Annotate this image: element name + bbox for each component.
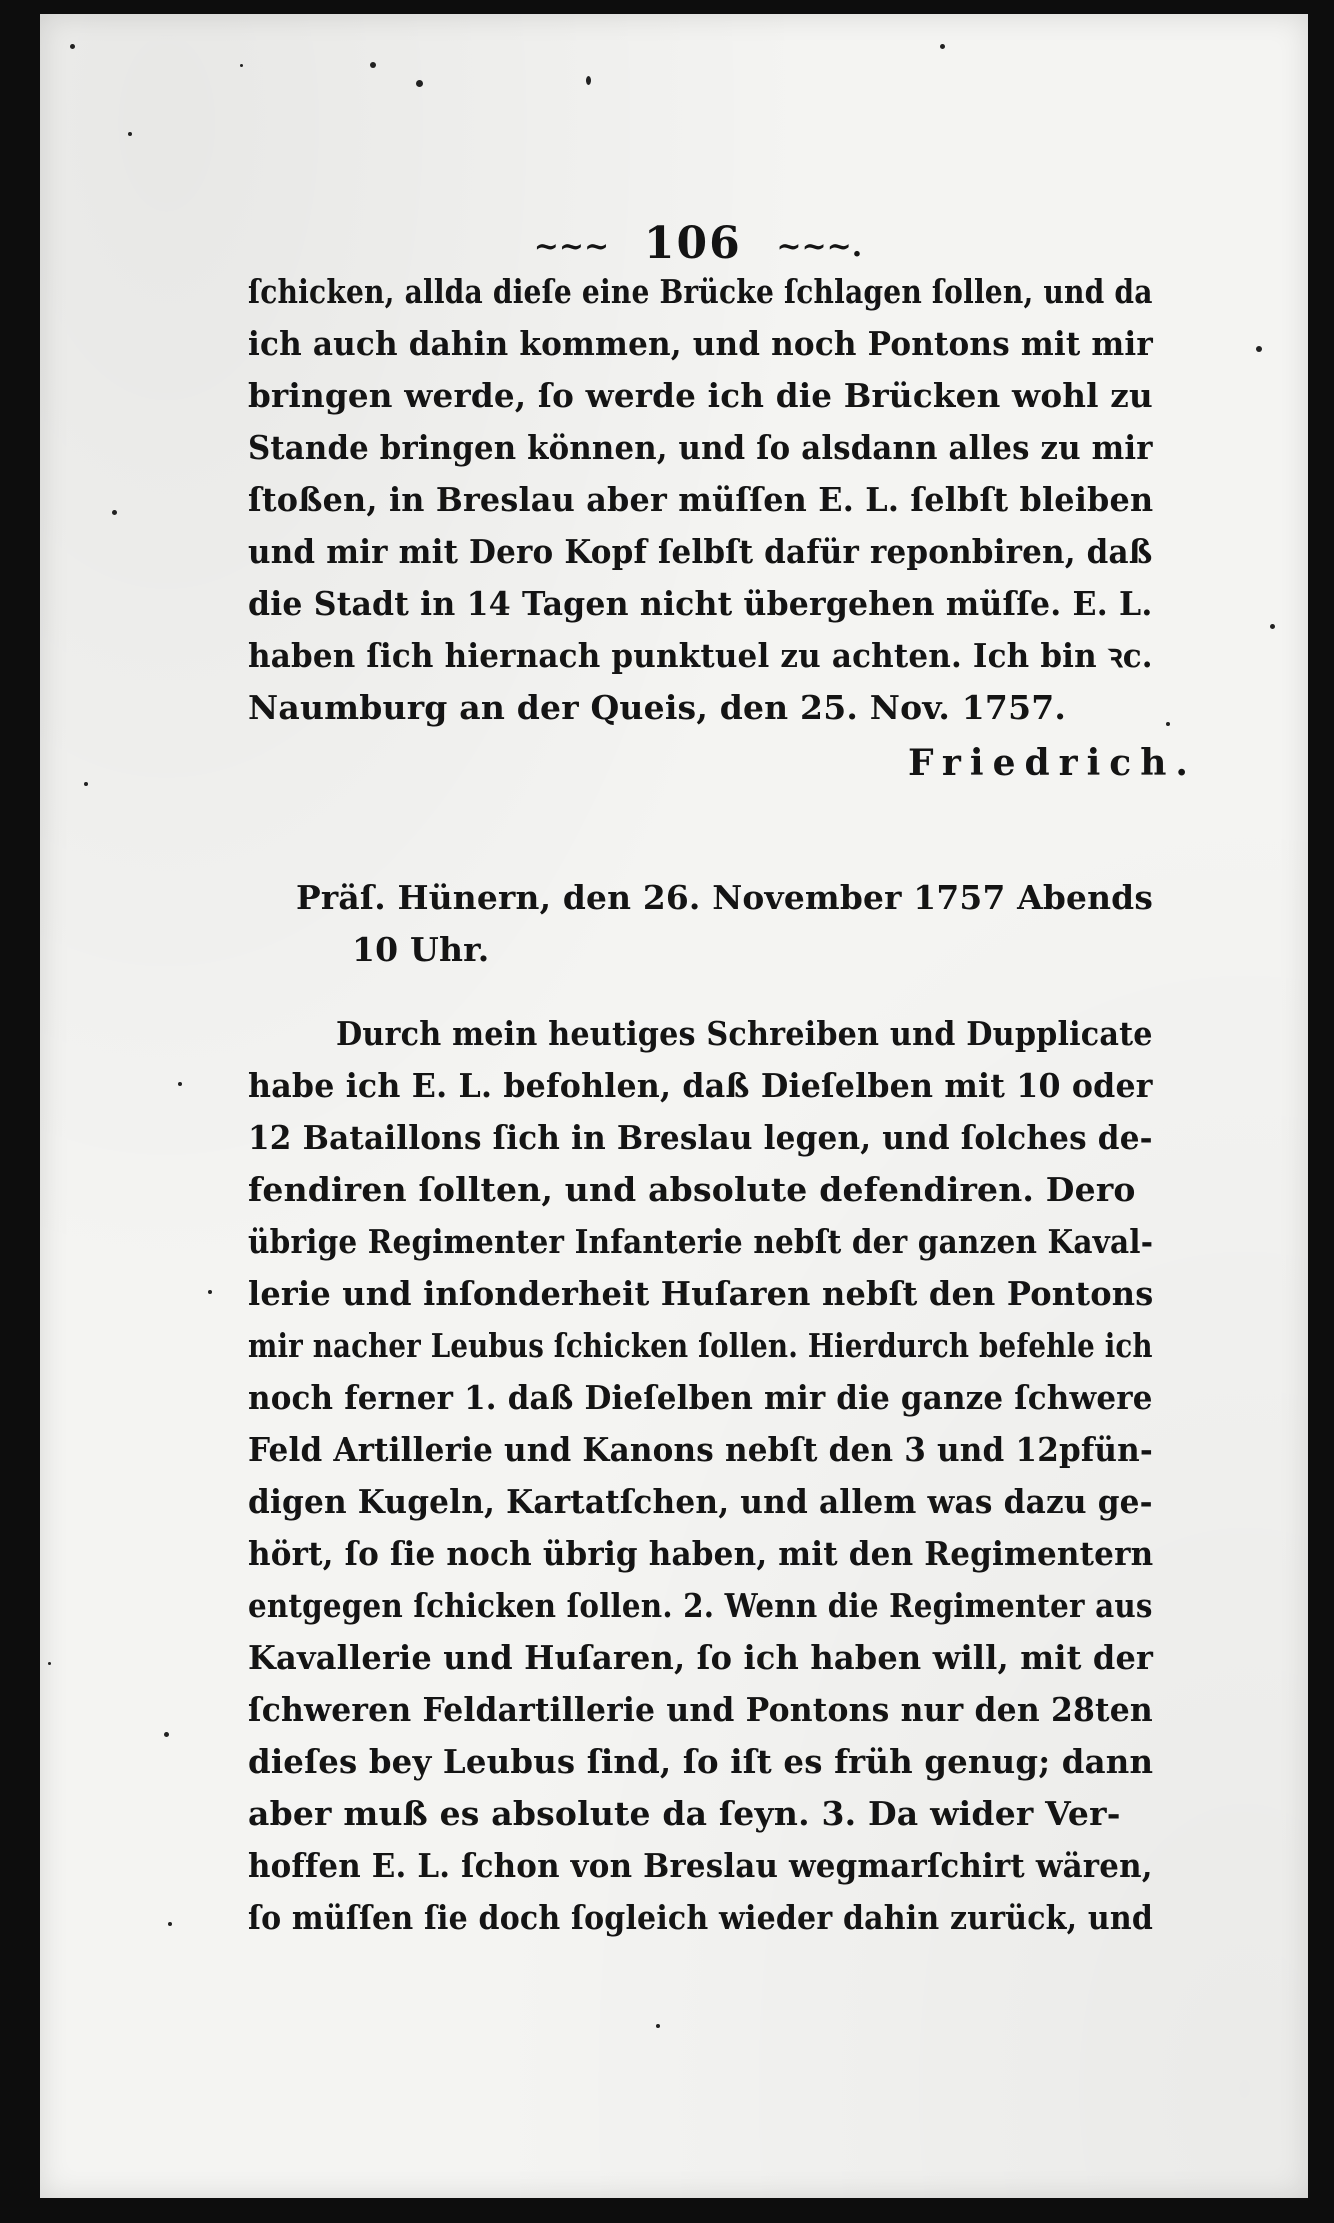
text-line: Durch mein heutiges Schreiben und Dupplicate	[336, 1014, 1153, 1053]
scan-speck	[48, 1662, 51, 1665]
text-line: übrige Regimenter Infanterie nebſt der ganzen Kaval-	[248, 1222, 1154, 1261]
header-ornament-right: ~~~.	[776, 229, 863, 264]
scan-speck	[1166, 722, 1170, 726]
text-line: fendiren ſollten, und absolute defendiren. Dero	[248, 1170, 1136, 1209]
scan-speck	[370, 62, 376, 68]
text-line: die Stadt in 14 Tagen nicht übergehen müſſe. E. L.	[248, 584, 1153, 623]
scan-speck	[416, 80, 423, 87]
text-line: hört, ſo ſie noch übrig haben, mit den Regimentern	[248, 1534, 1154, 1573]
header-ornament-left: ~~~	[533, 229, 610, 264]
text-line: und mir mit Dero Kopf ſelbſt dafür reponbiren, daß	[248, 532, 1153, 571]
scan-speck	[208, 1290, 212, 1294]
text-line: ich auch dahin kommen, und noch Pontons mit mir	[248, 324, 1153, 363]
text-line: ſchweren Feldartillerie und Pontons nur den 28ten	[248, 1690, 1153, 1729]
scan-speck	[112, 510, 117, 515]
text-line: aber muß es absolute da ſeyn. 3. Da wider Ver-	[248, 1794, 1121, 1833]
page-header	[248, 218, 1148, 269]
text-line: Stande bringen können, und ſo alsdann alles zu mir	[248, 428, 1153, 467]
scan-speck	[178, 1082, 182, 1086]
text-line: bringen werde, ſo werde ich die Brücken wohl zu	[248, 376, 1153, 415]
scan-speck	[240, 64, 243, 67]
scan-speck	[168, 1922, 172, 1926]
text-line: ſo müſſen ſie doch ſogleich wieder dahin zurück, und	[248, 1898, 1154, 1937]
page-number: 106	[643, 218, 742, 269]
scan-speck	[1256, 346, 1262, 352]
scan-speck	[84, 782, 88, 786]
text-line: noch ferner 1. daß Dieſelben mir die ganze ſchwere	[248, 1378, 1153, 1417]
text-line: lerie und inſonderheit Huſaren nebſt den Pontons	[248, 1274, 1154, 1313]
scan-speck	[656, 2024, 660, 2028]
scan-speck	[128, 132, 132, 136]
text-line: hoffen E. L. ſchon von Breslau wegmarſchirt wären,	[248, 1846, 1153, 1885]
text-line: Feld Artillerie und Kanons nebſt den 3 und 12pfün-	[248, 1430, 1154, 1469]
text-line: haben ſich hiernach punktuel zu achten. Ich bin ꝛc.	[248, 636, 1153, 675]
book-page	[40, 14, 1308, 2198]
text-line: entgegen ſchicken ſollen. 2. Wenn die Regimenter aus	[248, 1586, 1153, 1625]
text-line: ſtoßen, in Breslau aber müſſen E. L. ſelbſt bleiben	[248, 480, 1154, 519]
text-line: digen Kugeln, Kartatſchen, und allem was dazu ge-	[248, 1482, 1153, 1521]
text-line: dieſes bey Leubus ſind, ſo iſt es früh genug; dann	[248, 1742, 1154, 1781]
scan-speck	[586, 76, 591, 85]
text-line: Naumburg an der Queis, den 25. Nov. 1757.	[248, 688, 1067, 727]
scan-speck	[940, 44, 945, 49]
letter-heading-line: 10 Uhr.	[352, 930, 490, 969]
text-line: 12 Bataillons ſich in Breslau legen, und ſolches de-	[248, 1118, 1153, 1157]
scan-speck	[164, 1732, 169, 1737]
text-line: habe ich E. L. befohlen, daß Dieſelben mit 10 oder	[248, 1066, 1153, 1105]
scan-speck	[1270, 624, 1275, 629]
scan-speck	[70, 44, 75, 49]
letter-heading-line: Präſ. Hünern, den 26. November 1757 Abends	[296, 878, 1154, 917]
text-line: Kavallerie und Huſaren, ſo ich haben will, mit der	[248, 1638, 1154, 1677]
text-line: ſchicken, allda dieſe eine Brücke ſchlagen ſollen, und da	[248, 272, 1153, 311]
text-line: mir nacher Leubus ſchicken ſollen. Hierdurch befehle ich	[248, 1326, 1153, 1365]
signature: Friedrich.	[908, 742, 1197, 784]
